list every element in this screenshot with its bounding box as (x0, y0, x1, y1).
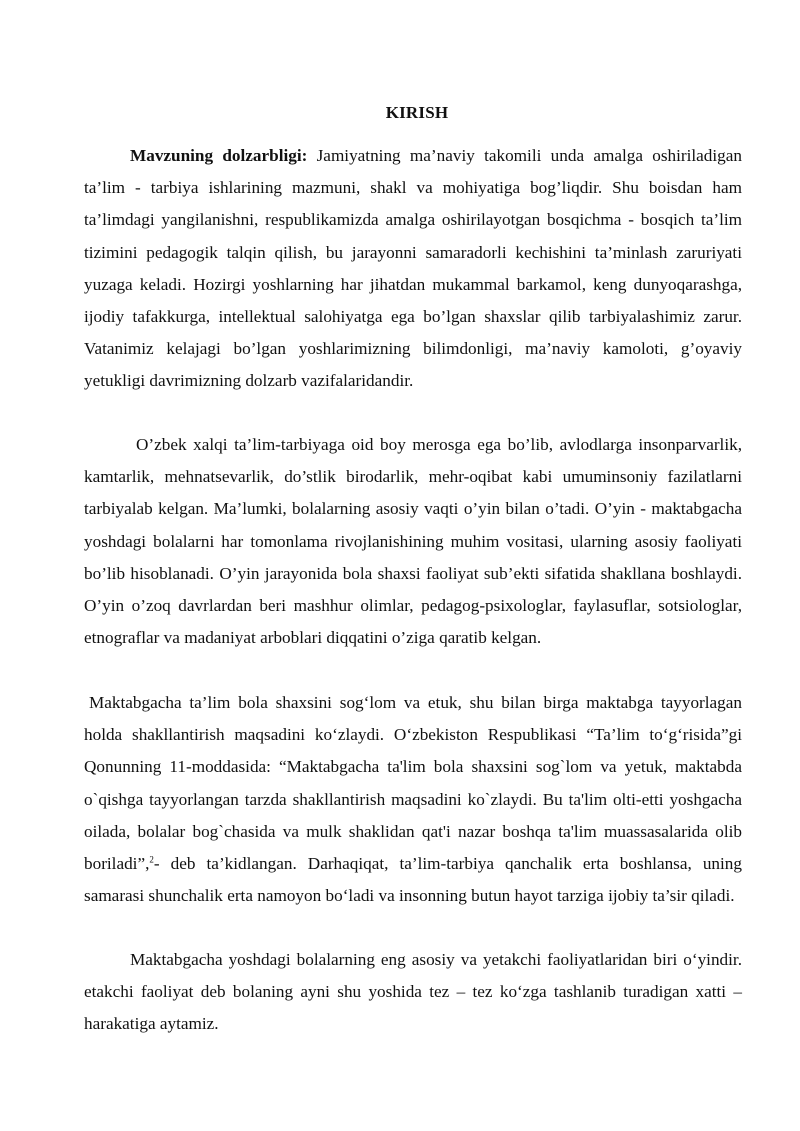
paragraph-preschool-law (84, 687, 742, 912)
paragraph-relevance (84, 140, 742, 398)
footnote-marker[interactable]: 2 (149, 854, 154, 865)
paragraph-uzbek-heritage: O’zbek xalqi ta’lim-tarbiyaga oid boy merosga ega bo’lib, avlodlarga insonparvarlik, kamtarlik, mehnatsevarlik, do’stlik birodarlik, mehr-oqibat kabi umuminsoniy fazilatlarni tarbiyalab kelgan. Ma’lumki, bolalarning asosiy vaqti o’yin bilan o’tadi. O’yin - maktabgacha yoshdagi bolalarni har tomonlama rivojlanishining muhim vositasi, ularning asosiy faoliyati bo’lib hisoblanadi. O’yin jarayonida bola shaxsi faoliyat sub’ekti sifatida shakllana boshlaydi. O’yin o’zoq davrlardan beri mashhur olimlar, pedagog-psixologlar, faylasuflar, sotsiologlar, etnograflar va madaniyat arboblari diqqatini o’ziga qaratib kelgan. (84, 435, 742, 648)
paragraph-text: Maktabgacha ta’lim bola shaxsini sog‘lom va etuk, shu bilan birga maktabga tayyorlagan holda shakllantirish maqsadini ko‘zlaydi. O‘zbekiston Respublikasi “Ta’lim to‘g‘risida”gi Qonunning 11-moddasida: “Maktabgacha ta'lim bola shaxsini sog`lom va yetuk, maktabda o`qishga tayyorlangan tarzda shakllantirish maqsadini ko`zlaydi. Bu ta'lim olti-etti yoshgacha oilada, bolalar bog`chasida va mulk shaklidan qat'i nazar boshqa ta'lim muassasalarida olib boriladi”, (84, 693, 742, 874)
paragraph-lead: Mavzuning dolzarbligi: (130, 146, 308, 165)
paragraph-text: Jamiyatning ma’naviy takomili unda amalga oshiriladigan ta’lim - tarbiya ishlarining mazmuni, shakl va mohiyatiga bog’liqdir. Shu boisdan ham ta’limdagi yangilanishni, respublikamizda amalga oshirilayotgan bosqichma - bosqich ta’lim tizimini pedagogik talqin qilish, bu jarayonni samaradorli kechishini ta’minlash zaruriyati yuzaga keladi. Hozirgi yoshlarning har jihatdan mukammal barkamol, keng dunyoqarashga, ijodiy tafakkurga, intellektual salohiyatga ega bo’lgan shaxslar qilib tarbiyalashimiz zarur. Vatanimiz kelajagi bo’lgan yoshlarimizning bilimdonligi, ma’naviy kamoloti, g’oyaviy yetukligi davrimizning dolzarb vazifalaridandir. (84, 146, 742, 391)
page-title: KIRISH (385, 103, 449, 122)
paragraph-leading-activity: Maktabgacha yoshdagi bolalarning eng asosiy va yetakchi faoliyatlaridan biri o‘yindir. etakchi faoliyat deb bolaning ayni shu yoshida tez – tez ko‘zga tashlanib turadigan xatti – harakatiga aytamiz. (84, 950, 742, 1034)
paragraph-text: - deb ta’kidlangan. Darhaqiqat, ta’lim-tarbiya qanchalik erta boshlansa, uning samarasi shunchalik erta namoyon bo‘ladi va insonning butun hayot tarziga ijobiy ta’sir qiladi. (84, 854, 742, 906)
